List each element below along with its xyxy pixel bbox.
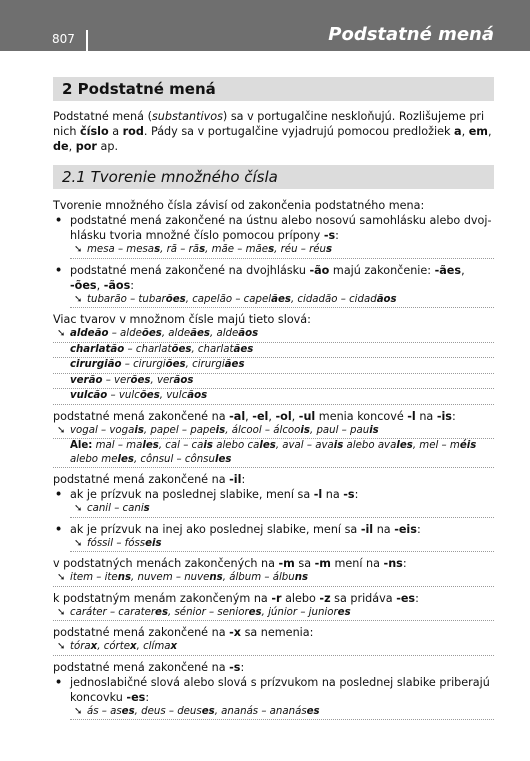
bullet-text: ak je prízvuk na inej ako poslednej slabike, mení sa -il na -eis: xyxy=(70,522,421,536)
example-text: aldeão – aldeões, aldeães, aldeãos xyxy=(70,328,259,339)
example-text: vulcão – vulcões, vulcãos xyxy=(70,390,208,401)
rule-heading: podstatné mená zakončené na -al, -el, -ol, -ul menia koncové -l na -is: xyxy=(53,409,456,423)
arrow-icon: ➘ xyxy=(74,503,83,514)
example-text: fóssil – fósseis xyxy=(87,537,162,549)
arrow-icon: ➘ xyxy=(74,705,83,717)
example-line xyxy=(70,502,494,518)
arrow-icon: ➘ xyxy=(74,244,83,255)
example-line xyxy=(53,571,494,587)
rule-heading: k podstatným menám zakončeným na -r alebo -z sa pridáva -es: xyxy=(53,591,419,605)
example-line xyxy=(70,293,494,309)
example-line xyxy=(53,358,494,374)
example-text: cirurgião – cirurgiões, cirurgiães xyxy=(70,359,245,370)
arrow-icon: ➘ xyxy=(74,293,83,305)
example-line xyxy=(53,640,494,656)
bullet-text: ak je prízvuk na poslednej slabike, mení sa -l na -s: xyxy=(70,488,359,501)
example-text: caráter – carateres, sénior – seniores, júnior – juniores xyxy=(70,606,351,618)
rule-heading: podstatné mená zakončené na -x sa nemenia: xyxy=(53,626,314,639)
rule-bullet xyxy=(53,263,494,293)
example-line xyxy=(53,327,494,343)
rule-bullet xyxy=(53,522,494,537)
example-text: charlatão – charlatões, charlatães xyxy=(70,343,254,355)
bullet-icon: • xyxy=(55,263,63,277)
intro-paragraph: Podstatné mená (substantivos) sa v portugalčine neskloňujú. Rozlišujeme pri nich číslo a rod. Pády sa v portugalčine vyjadrujú pomocou predložiek a, em, de, por ap. xyxy=(53,110,492,153)
arrow-icon: ➘ xyxy=(57,328,66,339)
bullet-icon: • xyxy=(55,214,63,227)
example-line xyxy=(53,439,494,468)
example-line xyxy=(53,343,494,359)
example-text: mesa – mesas, rã – rãs, mãe – mães, réu – réus xyxy=(87,244,333,255)
example-line xyxy=(53,424,494,440)
example-line xyxy=(70,243,494,259)
running-title: Podstatné mená xyxy=(328,24,494,45)
chapter-heading: 2 Podstatné mená xyxy=(53,77,494,101)
bullet-text: jednoslabičné slová alebo slová s prízvukom na poslednej slabike priberajú koncovku -es: xyxy=(70,675,490,704)
rule-heading: v podstatných menách zakončených na -m sa -m mení na -ns: xyxy=(53,557,407,570)
example-text: item – itens, nuvem – nuvens, álbum – álbuns xyxy=(70,572,309,583)
bullet-icon: • xyxy=(55,488,63,501)
example-line xyxy=(53,389,494,405)
arrow-icon: ➘ xyxy=(57,572,66,583)
page-number: 807 xyxy=(52,32,75,46)
example-line xyxy=(70,705,494,721)
arrow-icon: ➘ xyxy=(57,641,66,652)
page-header xyxy=(0,0,530,51)
example-text: tórax, córtex, clímax xyxy=(70,641,178,652)
example-line xyxy=(53,606,494,622)
rule-heading: podstatné mená zakončené na -s: xyxy=(53,660,245,674)
example-text: ás – ases, deus – deuses, ananás – ananáses xyxy=(87,705,320,717)
example-text: Ale: mal – males, cal – cais alebo cales, aval – avais alebo avales, mel – méis alebo meles, cônsul – cônsules xyxy=(70,440,477,465)
rule-bullet xyxy=(53,675,494,705)
bullet-text: podstatné mená zakončené na ústnu alebo nosovú samohlásku alebo dvoj-hlásku tvoria množné číslo pomocou prípony -s: xyxy=(70,214,492,242)
header-divider xyxy=(86,30,88,51)
example-line xyxy=(70,537,494,553)
example-text: verão – verões, verãos xyxy=(70,374,194,386)
arrow-icon: ➘ xyxy=(57,424,66,436)
bullet-text: podstatné mená zakončené na dvojhlásku -ão majú zakončenie: -ães, -ões, -ãos: xyxy=(70,263,465,292)
rule-heading: Viac tvarov v množnom čísle majú tieto slová: xyxy=(53,313,311,326)
rule-bullet xyxy=(53,213,494,243)
bullet-icon: • xyxy=(55,675,63,689)
example-line xyxy=(53,374,494,390)
rule-heading: podstatné mená zakončené na -il: xyxy=(53,473,246,486)
page-content xyxy=(53,77,494,724)
bullet-icon: • xyxy=(55,522,63,536)
example-text: canil – canis xyxy=(87,503,150,514)
arrow-icon: ➘ xyxy=(57,606,66,618)
section-heading: 2.1 Tvorenie množného čísla xyxy=(53,165,494,189)
example-text: vogal – vogais, papel – papeis, álcool – álcoois, paul – pauis xyxy=(70,424,379,436)
rule-bullet xyxy=(53,487,494,502)
arrow-icon: ➘ xyxy=(74,537,83,549)
example-text: tubarão – tubarões, capelão – capelães, cidadão – cidadãos xyxy=(87,293,397,305)
rule-intro: Tvorenie množného čísla závisí od zakončenia podstatného mena: xyxy=(53,199,425,212)
